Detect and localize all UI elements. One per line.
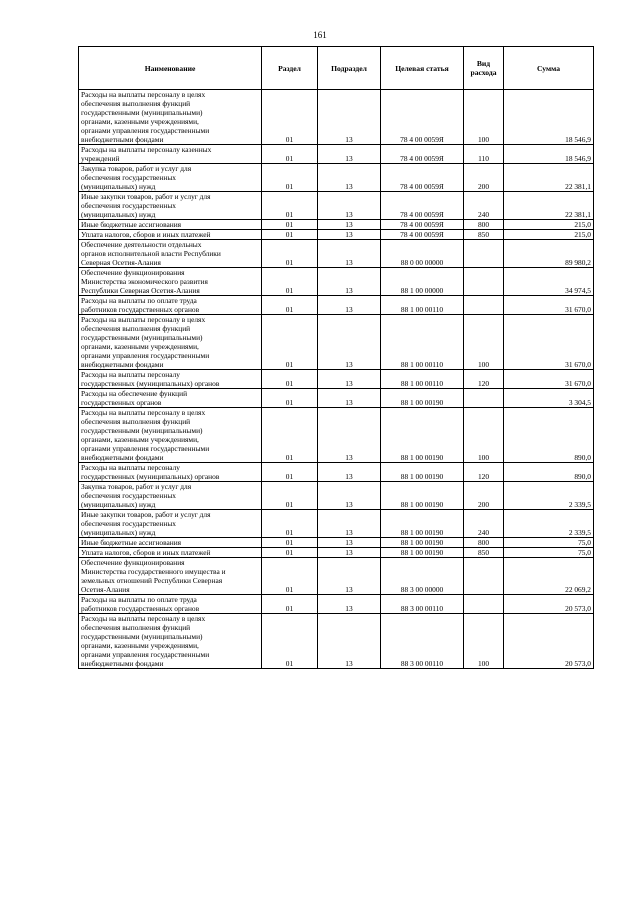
- cell-celevaya-statya: 78 4 00 0059Я: [381, 90, 464, 145]
- cell-summa: 31 670,0: [504, 315, 594, 370]
- cell-podrazdel: 13: [318, 90, 381, 145]
- cell-razdel: 01: [262, 510, 318, 538]
- header-summa: Сумма: [504, 47, 594, 90]
- cell-name: Закупка товаров, работ и услуг для обеспечения государственных (муниципальных) нужд: [79, 482, 262, 510]
- cell-razdel: 01: [262, 230, 318, 240]
- cell-name: Расходы на выплаты персоналу в целях обеспечения выполнения функций государственными (муниципальными) органами, казенными учреждениями, органами управления государственными внебюджетными фондами: [79, 408, 262, 463]
- cell-name: Закупка товаров, работ и услуг для обеспечения государственных (муниципальных) нужд: [79, 164, 262, 192]
- cell-razdel: 01: [262, 296, 318, 315]
- cell-name: Иные бюджетные ассигнования: [79, 538, 262, 548]
- cell-celevaya-statya: 78 4 00 0059Я: [381, 220, 464, 230]
- cell-podrazdel: 13: [318, 614, 381, 669]
- cell-summa: 215,0: [504, 230, 594, 240]
- cell-summa: 18 546,9: [504, 90, 594, 145]
- cell-razdel: 01: [262, 463, 318, 482]
- cell-summa: 89 980,2: [504, 240, 594, 268]
- cell-name: Расходы на выплаты по оплате труда работников государственных органов: [79, 296, 262, 315]
- cell-name: Расходы на выплаты персоналу в целях обеспечения выполнения функций государственными (муниципальными) органами, казенными учреждениями, органами управления государственными внебюджетными фондами: [79, 614, 262, 669]
- cell-podrazdel: 13: [318, 370, 381, 389]
- cell-summa: 75,0: [504, 538, 594, 548]
- cell-summa: 2 339,5: [504, 482, 594, 510]
- cell-summa: 34 974,5: [504, 268, 594, 296]
- table-row: [79, 268, 594, 296]
- cell-name: Расходы на выплаты персоналу казенных учреждений: [79, 145, 262, 164]
- cell-celevaya-statya: 78 4 00 0059Я: [381, 145, 464, 164]
- cell-vid-rashoda: 120: [464, 370, 504, 389]
- cell-vid-rashoda: [464, 296, 504, 315]
- cell-vid-rashoda: 110: [464, 145, 504, 164]
- table-row: [79, 90, 594, 145]
- table-row: [79, 192, 594, 220]
- cell-podrazdel: 13: [318, 230, 381, 240]
- table-row: [79, 538, 594, 548]
- cell-vid-rashoda: 850: [464, 548, 504, 558]
- cell-summa: 22 069,2: [504, 558, 594, 595]
- cell-celevaya-statya: 88 3 00 00000: [381, 558, 464, 595]
- cell-podrazdel: 13: [318, 463, 381, 482]
- cell-celevaya-statya: 88 1 00 00190: [381, 389, 464, 408]
- cell-vid-rashoda: 200: [464, 482, 504, 510]
- cell-podrazdel: 13: [318, 240, 381, 268]
- cell-podrazdel: 13: [318, 315, 381, 370]
- cell-vid-rashoda: 120: [464, 463, 504, 482]
- cell-podrazdel: 13: [318, 558, 381, 595]
- cell-podrazdel: 13: [318, 389, 381, 408]
- cell-vid-rashoda: [464, 268, 504, 296]
- header-podrazdel: Подраздел: [318, 47, 381, 90]
- cell-vid-rashoda: 100: [464, 614, 504, 669]
- cell-podrazdel: 13: [318, 220, 381, 230]
- cell-vid-rashoda: 200: [464, 164, 504, 192]
- cell-summa: 75,0: [504, 548, 594, 558]
- cell-podrazdel: 13: [318, 538, 381, 548]
- cell-celevaya-statya: 88 1 00 00110: [381, 315, 464, 370]
- cell-name: Иные бюджетные ассигнования: [79, 220, 262, 230]
- cell-name: Расходы на выплаты персоналу государственных (муниципальных) органов: [79, 370, 262, 389]
- cell-summa: 22 381,1: [504, 164, 594, 192]
- table-row: [79, 558, 594, 595]
- cell-summa: 215,0: [504, 220, 594, 230]
- table-row: [79, 240, 594, 268]
- cell-razdel: 01: [262, 315, 318, 370]
- cell-razdel: 01: [262, 145, 318, 164]
- cell-name: Обеспечение функционирования Министерства государственного имущества и земельных отношений Республики Северная Осетия-Алания: [79, 558, 262, 595]
- cell-name: Обеспечение деятельности отдельных органов исполнительной власти Республики Северная Осетия-Алания: [79, 240, 262, 268]
- cell-razdel: 01: [262, 268, 318, 296]
- table-row: [79, 164, 594, 192]
- cell-name: Расходы на выплаты персоналу в целях обеспечения выполнения функций государственными (муниципальными) органами, казенными учреждениями, органами управления государственными внебюджетными фондами: [79, 315, 262, 370]
- cell-name: Расходы на выплаты персоналу в целях обеспечения выполнения функций государственными (муниципальными) органами, казенными учреждениями, органами управления государственными внебюджетными фондами: [79, 90, 262, 145]
- cell-razdel: 01: [262, 408, 318, 463]
- cell-name: Обеспечение функционирования Министерства экономического развития Республики Северная Осетия-Алания: [79, 268, 262, 296]
- cell-name: Уплата налогов, сборов и иных платежей: [79, 548, 262, 558]
- cell-podrazdel: 13: [318, 268, 381, 296]
- cell-razdel: 01: [262, 548, 318, 558]
- cell-summa: 20 573,0: [504, 595, 594, 614]
- budget-table: [78, 46, 594, 669]
- cell-celevaya-statya: 88 1 00 00190: [381, 510, 464, 538]
- table-row: [79, 595, 594, 614]
- cell-celevaya-statya: 78 4 00 0059Я: [381, 164, 464, 192]
- cell-vid-rashoda: 240: [464, 510, 504, 538]
- table-row: [79, 389, 594, 408]
- cell-podrazdel: 13: [318, 482, 381, 510]
- cell-razdel: 01: [262, 389, 318, 408]
- table-row: [79, 315, 594, 370]
- cell-vid-rashoda: 800: [464, 220, 504, 230]
- cell-podrazdel: 13: [318, 548, 381, 558]
- cell-celevaya-statya: 88 1 00 00190: [381, 538, 464, 548]
- cell-celevaya-statya: 78 4 00 0059Я: [381, 230, 464, 240]
- cell-summa: 31 670,0: [504, 296, 594, 315]
- cell-summa: 18 546,9: [504, 145, 594, 164]
- cell-celevaya-statya: 88 1 00 00190: [381, 463, 464, 482]
- cell-name: Расходы на выплаты персоналу государственных (муниципальных) органов: [79, 463, 262, 482]
- cell-razdel: 01: [262, 220, 318, 230]
- cell-celevaya-statya: 88 3 00 00110: [381, 595, 464, 614]
- cell-podrazdel: 13: [318, 296, 381, 315]
- table-row: [79, 548, 594, 558]
- cell-summa: 3 304,5: [504, 389, 594, 408]
- cell-vid-rashoda: 100: [464, 315, 504, 370]
- cell-celevaya-statya: 88 0 00 00000: [381, 240, 464, 268]
- cell-razdel: 01: [262, 482, 318, 510]
- table-row: [79, 463, 594, 482]
- cell-razdel: 01: [262, 164, 318, 192]
- header-celevaya: Целевая статья: [381, 47, 464, 90]
- cell-name: Расходы на обеспечение функций государственных органов: [79, 389, 262, 408]
- table-row: [79, 145, 594, 164]
- cell-vid-rashoda: 850: [464, 230, 504, 240]
- cell-summa: 890,0: [504, 408, 594, 463]
- table-row: [79, 220, 594, 230]
- cell-summa: 890,0: [504, 463, 594, 482]
- cell-vid-rashoda: [464, 389, 504, 408]
- cell-vid-rashoda: [464, 558, 504, 595]
- cell-razdel: 01: [262, 614, 318, 669]
- cell-summa: 20 573,0: [504, 614, 594, 669]
- cell-podrazdel: 13: [318, 510, 381, 538]
- cell-name: Иные закупки товаров, работ и услуг для обеспечения государственных (муниципальных) нужд: [79, 192, 262, 220]
- cell-summa: 2 339,5: [504, 510, 594, 538]
- cell-celevaya-statya: 88 1 00 00190: [381, 548, 464, 558]
- table-row: [79, 614, 594, 669]
- cell-podrazdel: 13: [318, 164, 381, 192]
- cell-razdel: 01: [262, 558, 318, 595]
- cell-vid-rashoda: [464, 240, 504, 268]
- header-name: Наименование: [79, 47, 262, 90]
- cell-razdel: 01: [262, 538, 318, 548]
- cell-vid-rashoda: 800: [464, 538, 504, 548]
- cell-razdel: 01: [262, 192, 318, 220]
- table-row: [79, 230, 594, 240]
- table-row: [79, 482, 594, 510]
- table-row: [79, 510, 594, 538]
- cell-podrazdel: 13: [318, 595, 381, 614]
- table-row: [79, 296, 594, 315]
- cell-celevaya-statya: 88 3 00 00110: [381, 614, 464, 669]
- header-vid: Вид расхода: [464, 47, 504, 90]
- cell-podrazdel: 13: [318, 145, 381, 164]
- cell-podrazdel: 13: [318, 192, 381, 220]
- cell-celevaya-statya: 88 1 00 00110: [381, 296, 464, 315]
- cell-razdel: 01: [262, 595, 318, 614]
- table-row: [79, 370, 594, 389]
- cell-summa: 31 670,0: [504, 370, 594, 389]
- cell-razdel: 01: [262, 370, 318, 389]
- table-header-row: [79, 47, 594, 90]
- cell-vid-rashoda: 100: [464, 408, 504, 463]
- cell-podrazdel: 13: [318, 408, 381, 463]
- cell-name: Иные закупки товаров, работ и услуг для обеспечения государственных (муниципальных) нужд: [79, 510, 262, 538]
- cell-name: Расходы на выплаты по оплате труда работников государственных органов: [79, 595, 262, 614]
- table-row: [79, 408, 594, 463]
- header-razdel: Раздел: [262, 47, 318, 90]
- cell-vid-rashoda: 100: [464, 90, 504, 145]
- cell-razdel: 01: [262, 90, 318, 145]
- cell-summa: 22 381,1: [504, 192, 594, 220]
- cell-celevaya-statya: 88 1 00 00110: [381, 370, 464, 389]
- cell-celevaya-statya: 88 1 00 00190: [381, 482, 464, 510]
- cell-celevaya-statya: 88 1 00 00000: [381, 268, 464, 296]
- cell-celevaya-statya: 88 1 00 00190: [381, 408, 464, 463]
- cell-razdel: 01: [262, 240, 318, 268]
- cell-celevaya-statya: 78 4 00 0059Я: [381, 192, 464, 220]
- cell-vid-rashoda: 240: [464, 192, 504, 220]
- cell-vid-rashoda: [464, 595, 504, 614]
- page-number: 161: [313, 30, 327, 40]
- cell-name: Уплата налогов, сборов и иных платежей: [79, 230, 262, 240]
